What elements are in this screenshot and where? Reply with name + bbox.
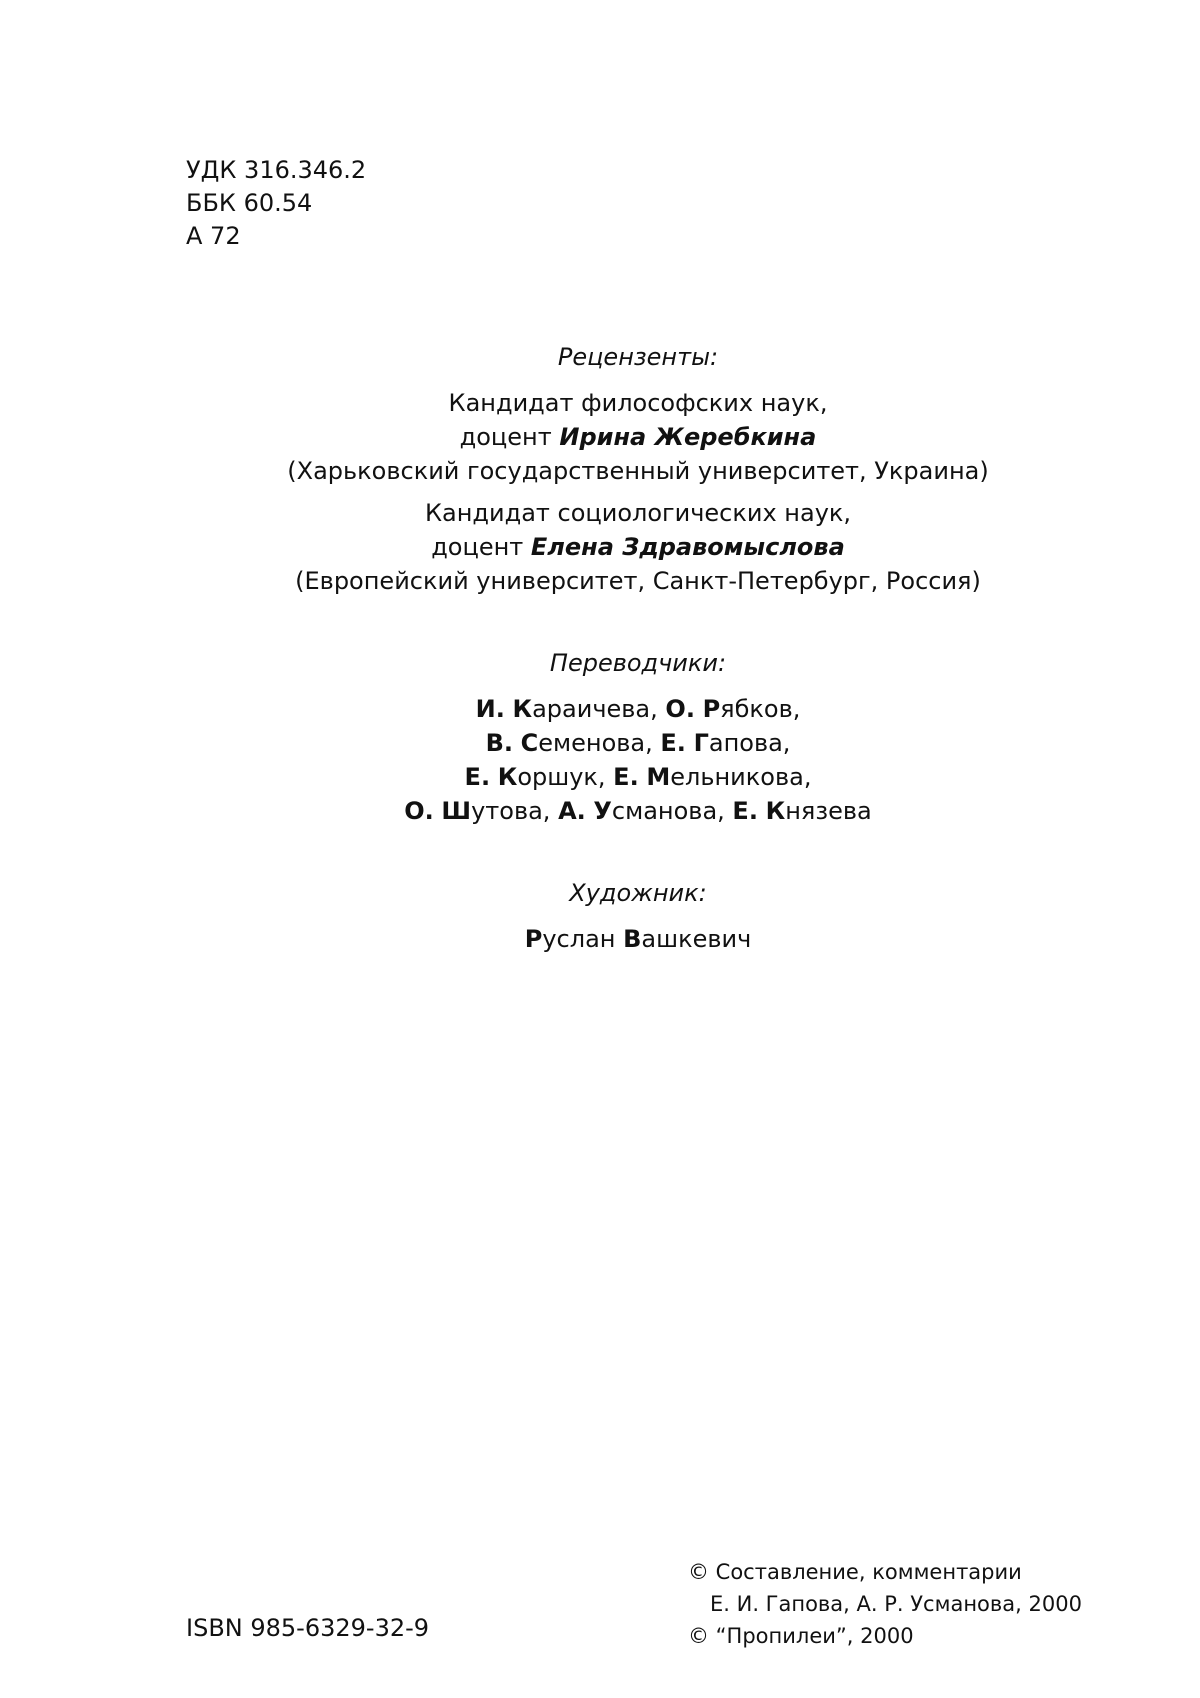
reviewer-rank: доцент	[459, 423, 552, 451]
translators-title: Переводчики:	[549, 649, 727, 677]
copyright-holders: Е. И. Гапова, А. Р. Усманова, 2000	[710, 1592, 1082, 1616]
copyright-notice	[688, 1556, 1082, 1652]
bbk-code: ББК 60.54	[186, 189, 313, 217]
reviewer-rank-line	[0, 530, 1200, 564]
classification-codes	[186, 154, 366, 253]
translator: И. Караичева,	[475, 695, 666, 723]
copyright-publisher: © “Пропилеи”, 2000	[688, 1624, 914, 1648]
reviewer-entry	[0, 386, 1200, 488]
author-mark: А 72	[186, 222, 241, 250]
reviewer-name: Елена Здравомыслова	[530, 533, 845, 561]
translator: Е. Князева	[732, 797, 872, 825]
reviewer-degree: Кандидат философских наук,	[448, 389, 828, 417]
udk-code: УДК 316.346.2	[186, 156, 367, 184]
translators-line	[0, 692, 1200, 726]
reviewer-rank: доцент	[431, 533, 524, 561]
translator: О. Рябков,	[665, 695, 801, 723]
reviewer-degree: Кандидат социологических наук,	[424, 499, 852, 527]
reviewers-title: Рецензенты:	[557, 343, 719, 371]
artist-section	[0, 876, 1200, 956]
reviewer-affiliation: (Харьковский государственный университет, Украина)	[287, 457, 989, 485]
reviewer-affiliation: (Европейский университет, Санкт-Петербург, Россия)	[295, 567, 981, 595]
translator: В. Семенова,	[485, 729, 661, 757]
reviewer-entry	[0, 496, 1200, 598]
translator: О. Шутова,	[404, 797, 559, 825]
reviewers-section	[0, 340, 1200, 598]
translators-line	[0, 760, 1200, 794]
translator: Е. Мельникова,	[613, 763, 812, 791]
translators-line	[0, 794, 1200, 828]
translator: А. Усманова,	[558, 797, 733, 825]
reviewer-name: Ирина Жеребкина	[559, 423, 817, 451]
credits	[0, 340, 1200, 1004]
reviewer-rank-line	[0, 420, 1200, 454]
artist-title: Художник:	[569, 879, 707, 907]
translators-line	[0, 726, 1200, 760]
translator: Е. Гапова,	[660, 729, 791, 757]
artist-name: Руслан Вашкевич	[524, 925, 752, 953]
copyright-line: © Составление, комментарии	[688, 1560, 1022, 1584]
translator: Е. Коршук,	[464, 763, 614, 791]
translators-section	[0, 646, 1200, 828]
isbn: ISBN 985-6329-32-9	[186, 1614, 430, 1642]
